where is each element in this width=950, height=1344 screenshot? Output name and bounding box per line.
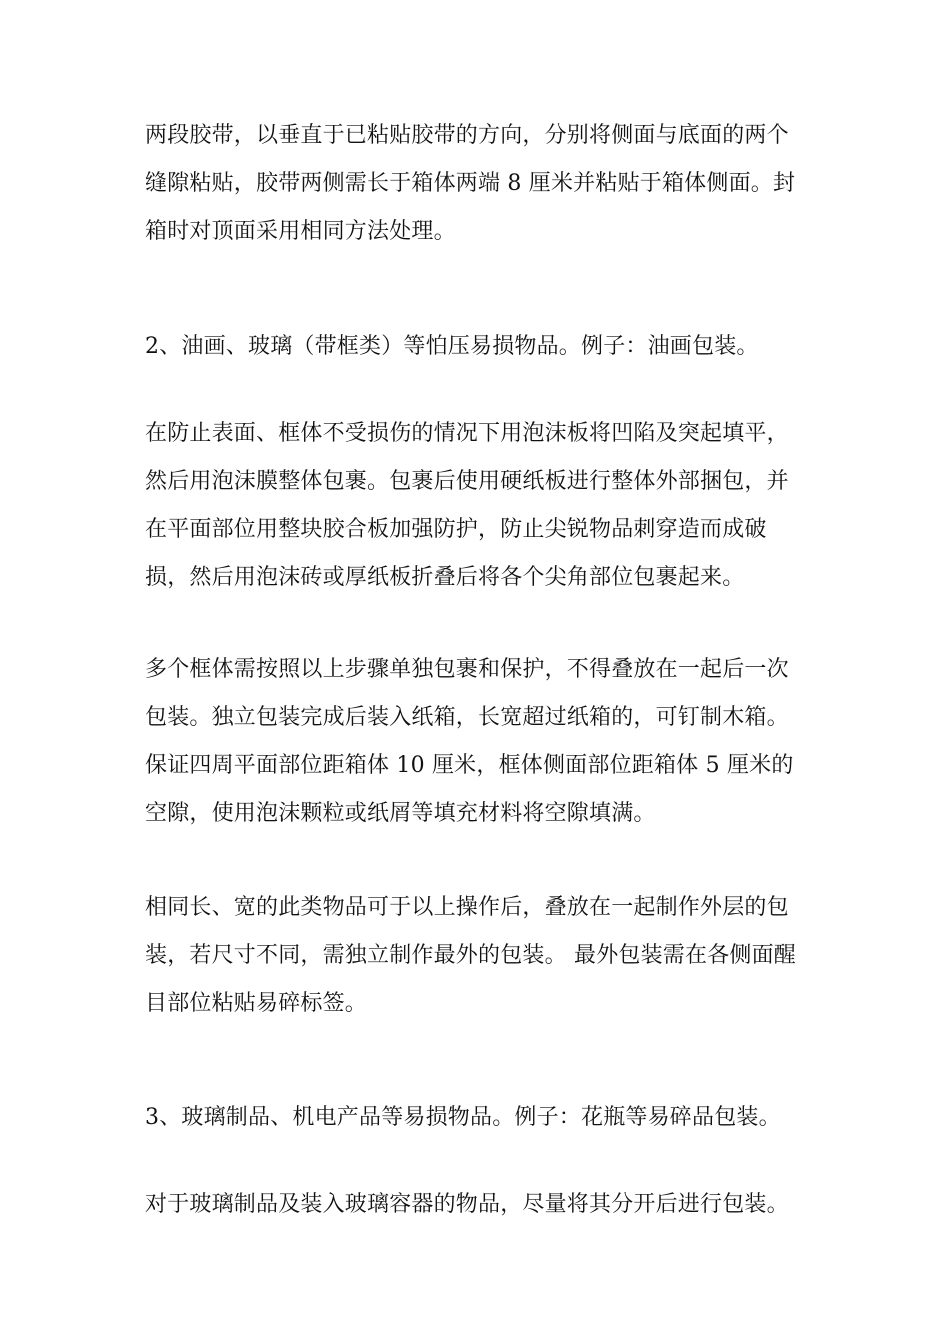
section-2-paragraph-1: 在防止表面、框体不受损伤的情况下用泡沫板将凹陷及突起填平，然后用泡沫膜整体包裹。包裹后使用硬纸板进行整体外部捆包，并在平面部位用整块胶合板加强防护，防止尖锐物品刺穿造而成破损，然后用泡沫砖或厚纸板折叠后将各个尖角部位包裹起来。 bbox=[145, 421, 789, 590]
section-2-paragraph-2: 多个框体需按照以上步骤单独包裹和保护，不得叠放在一起后一次包装。独立包装完成后装入纸箱，长宽超过纸箱的，可钉制木箱。保证四周平面部位距箱体 10 厘米，框体侧面部位距箱体 5 厘米的空隙，使用泡沫颗粒或纸屑等填充材料将空隙填满。 bbox=[145, 657, 794, 826]
section-3-heading: 3、玻璃制品、机电产品等易损物品。例子：花瓶等易碎品包装。 bbox=[145, 1105, 781, 1130]
section-3-paragraph-1: 对于玻璃制品及装入玻璃容器的物品，尽量将其分开后进行包装。 bbox=[145, 1192, 789, 1217]
intro-paragraph: 两段胶带，以垂直于已粘贴胶带的方向，分别将侧面与底面的两个缝隙粘贴，胶带两侧需长于箱体两端 8 厘米并粘贴于箱体侧面。封箱时对顶面采用相同方法处理。 bbox=[145, 123, 796, 244]
section-2-paragraph-3: 相同长、宽的此类物品可于以上操作后，叠放在一起制作外层的包装，若尺寸不同，需独立制作最外的包装。 最外包装需在各侧面醒目部位粘贴易碎标签。 bbox=[145, 895, 796, 1016]
section-2-heading: 2、油画、玻璃（带框类）等怕压易损物品。例子：油画包装。 bbox=[145, 334, 759, 359]
